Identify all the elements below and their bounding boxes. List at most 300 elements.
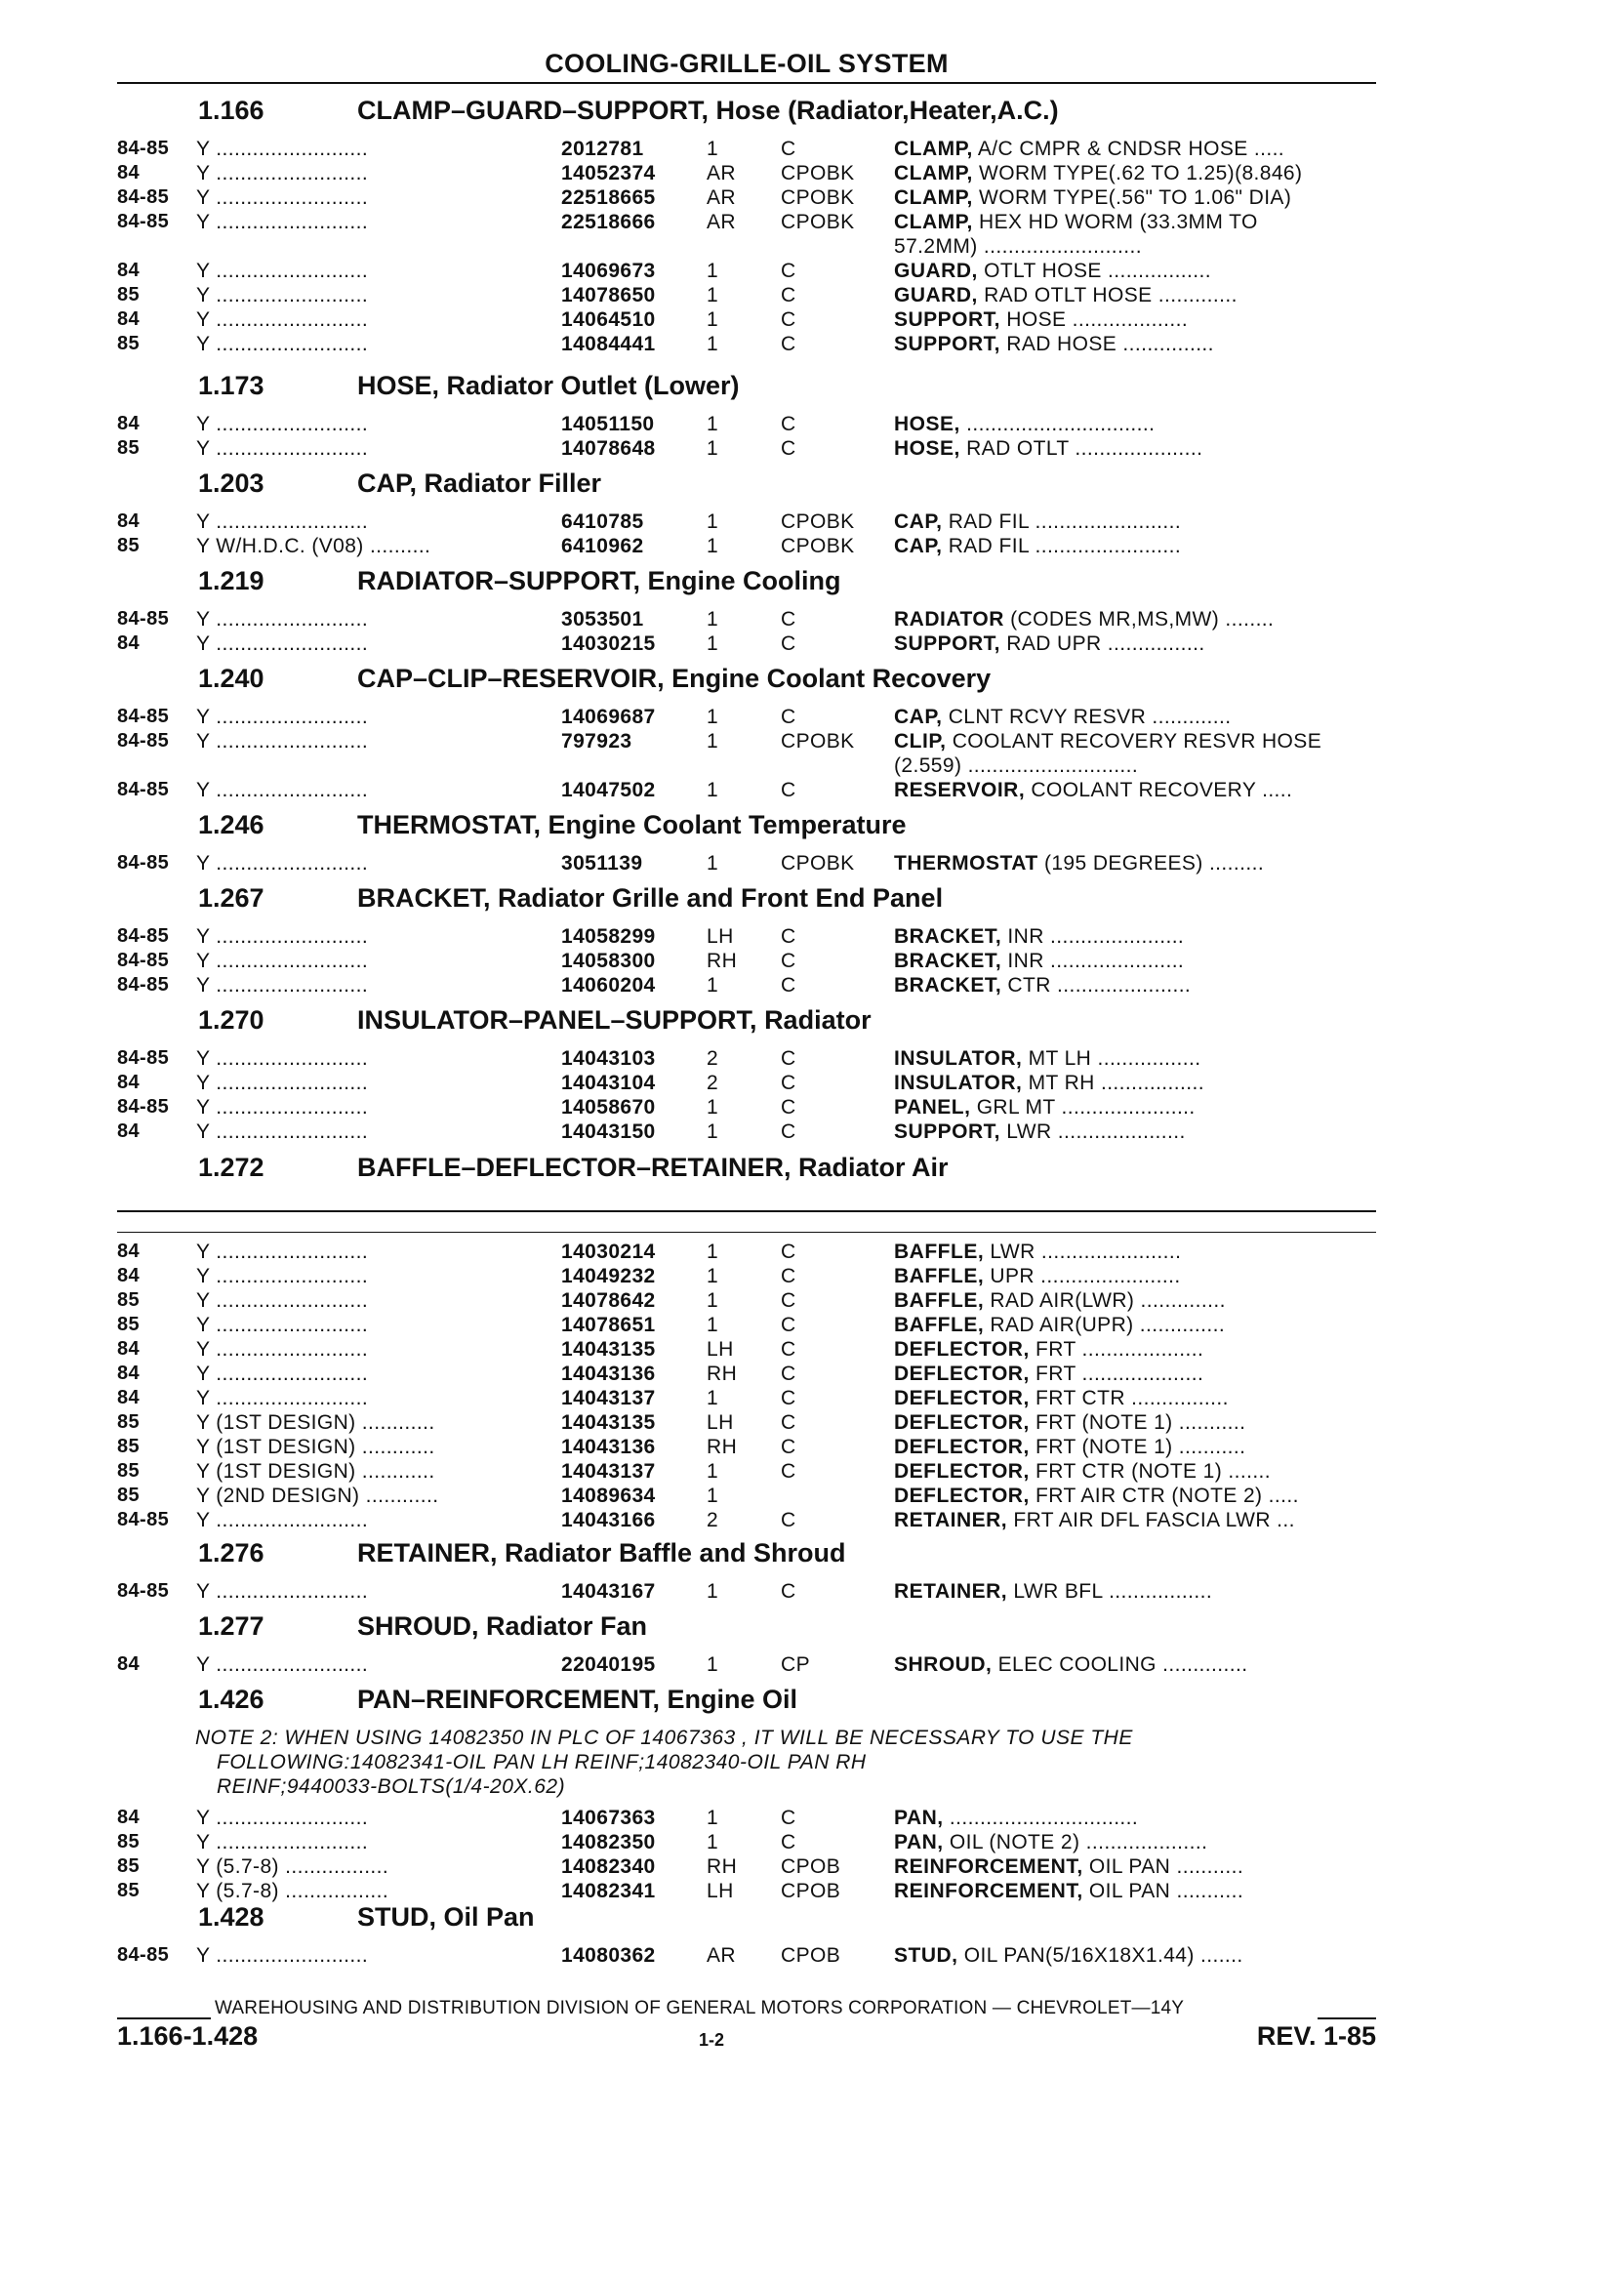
section-number: 1.166 xyxy=(198,96,264,125)
quantity: 2 xyxy=(707,1047,719,1070)
source-code: CP xyxy=(781,1653,810,1676)
description-noun: CLAMP, xyxy=(894,186,973,209)
part-number: 14082341 xyxy=(561,1880,656,1902)
usage: Y ......................... xyxy=(196,308,369,331)
quantity: 1 xyxy=(707,1580,719,1603)
part-number: 14043137 xyxy=(561,1387,656,1409)
description-text: OIL PAN ........... xyxy=(1082,1880,1244,1902)
part-row xyxy=(117,1362,1376,1386)
description-noun: STUD, xyxy=(894,1944,958,1967)
usage: Y ......................... xyxy=(196,437,369,460)
description xyxy=(894,1386,1376,1410)
source-code: CPOBK xyxy=(781,852,855,875)
description-text: FRT AIR CTR (NOTE 2) ..... xyxy=(1029,1485,1299,1507)
description-text: ............................... xyxy=(943,1807,1139,1829)
usage: Y ......................... xyxy=(196,1241,369,1263)
part-number: 14043167 xyxy=(561,1580,656,1603)
description xyxy=(894,1435,1376,1459)
model-year: 85 xyxy=(117,1314,141,1335)
description-text: MT LH ................. xyxy=(1022,1047,1201,1070)
quantity: 1 xyxy=(707,632,719,655)
section-title: RETAINER, Radiator Baffle and Shroud xyxy=(357,1538,846,1568)
footer-page-number: 1-2 xyxy=(699,2030,725,2050)
description-noun: DEFLECTOR, xyxy=(894,1436,1030,1458)
section-number: 1.173 xyxy=(198,371,264,400)
description xyxy=(894,1240,1376,1264)
source-code: C xyxy=(781,1338,796,1361)
section-number: 1.219 xyxy=(198,566,264,595)
part-number: 22518666 xyxy=(561,211,656,233)
usage: Y (1ST DESIGN) ............ xyxy=(196,1411,435,1434)
model-year: 84-85 xyxy=(117,706,170,727)
source-code: C xyxy=(781,608,796,631)
part-row xyxy=(117,1095,1376,1120)
usage: Y ......................... xyxy=(196,950,369,972)
section-title: STUD, Oil Pan xyxy=(357,1902,535,1932)
description-noun: SHROUD, xyxy=(894,1653,993,1676)
part-row xyxy=(117,137,1376,161)
description-noun: RETAINER, xyxy=(894,1509,1008,1531)
part-row xyxy=(117,534,1376,558)
source-code: C xyxy=(781,1807,796,1829)
model-year: 84-85 xyxy=(117,950,170,971)
part-row xyxy=(117,1386,1376,1410)
description-text: (195 DEGREES) ......... xyxy=(1037,852,1265,875)
model-year: 84-85 xyxy=(117,211,170,232)
section-number: 1.267 xyxy=(198,883,264,913)
part-row xyxy=(117,307,1376,332)
source-code: C xyxy=(781,1411,796,1434)
part-number: 14078651 xyxy=(561,1314,656,1336)
model-year: 85 xyxy=(117,1485,141,1506)
section-note-line: FOLLOWING:14082341-OIL PAN LH REINF;14082340-OIL PAN RH xyxy=(217,1751,867,1773)
usage: Y ......................... xyxy=(196,284,369,306)
description-noun: REINFORCEMENT, xyxy=(894,1855,1083,1878)
part-row xyxy=(117,1459,1376,1484)
model-year: 85 xyxy=(117,535,141,556)
source-code: C xyxy=(781,632,796,655)
part-row xyxy=(117,973,1376,998)
description-noun: DEFLECTOR, xyxy=(894,1460,1030,1483)
description-text: ............................... xyxy=(959,413,1156,435)
section-number: 1.276 xyxy=(198,1538,264,1568)
description xyxy=(894,949,1376,973)
source-code: CPOBK xyxy=(781,535,855,557)
usage: Y (5.7-8) ................. xyxy=(196,1855,389,1878)
section-break-rule xyxy=(117,1210,1376,1212)
quantity: LH xyxy=(707,925,734,948)
part-row xyxy=(117,1579,1376,1604)
section-title: RADIATOR–SUPPORT, Engine Cooling xyxy=(357,566,841,595)
part-number: 14084441 xyxy=(561,333,656,355)
part-number: 14043103 xyxy=(561,1047,656,1070)
usage: Y ......................... xyxy=(196,852,369,875)
part-row xyxy=(117,210,1376,234)
description-text: A/C CMPR & CNDSR HOSE ..... xyxy=(972,138,1285,160)
source-code: C xyxy=(781,284,796,306)
source-code: C xyxy=(781,1289,796,1312)
description-noun: BAFFLE, xyxy=(894,1241,985,1263)
quantity: RH xyxy=(707,1363,738,1385)
description xyxy=(894,185,1376,210)
description xyxy=(894,1120,1376,1144)
part-row xyxy=(117,436,1376,461)
quantity: AR xyxy=(707,186,736,209)
usage: Y ......................... xyxy=(196,974,369,997)
description-noun: CLAMP, xyxy=(894,138,973,160)
part-row xyxy=(117,1288,1376,1313)
section-note-line: NOTE 2: WHEN USING 14082350 IN PLC OF 14067363 , IT WILL BE NECESSARY TO USE THE xyxy=(195,1727,1133,1749)
quantity: 1 xyxy=(707,1807,719,1829)
quantity: 2 xyxy=(707,1509,719,1531)
description xyxy=(894,607,1376,631)
description xyxy=(894,161,1376,185)
source-code: C xyxy=(781,333,796,355)
source-code: CPOB xyxy=(781,1855,841,1878)
description xyxy=(894,851,1376,875)
part-row xyxy=(117,332,1376,356)
quantity: 1 xyxy=(707,1120,719,1143)
part-number: 14052374 xyxy=(561,162,656,184)
section-title: SHROUD, Radiator Fan xyxy=(357,1611,648,1641)
description-noun: CLAMP, xyxy=(894,211,973,233)
usage: Y ......................... xyxy=(196,706,369,728)
part-number: 14082350 xyxy=(561,1831,656,1853)
description-text: OTLT HOSE ................. xyxy=(977,260,1211,282)
usage: Y ......................... xyxy=(196,1289,369,1312)
usage: Y ......................... xyxy=(196,1363,369,1385)
description-noun: BAFFLE, xyxy=(894,1289,985,1312)
quantity: 1 xyxy=(707,308,719,331)
source-code: CPOBK xyxy=(781,510,855,533)
description-text: COOLANT RECOVERY RESVR HOSE xyxy=(946,730,1322,753)
part-number: 14058300 xyxy=(561,950,656,972)
model-year: 84-85 xyxy=(117,1509,170,1530)
usage: Y ......................... xyxy=(196,1072,369,1094)
quantity: 1 xyxy=(707,1289,719,1312)
description xyxy=(894,210,1376,234)
model-year: 85 xyxy=(117,1411,141,1433)
description xyxy=(894,1095,1376,1120)
source-code: C xyxy=(781,1072,796,1094)
source-code: CPOBK xyxy=(781,730,855,753)
description xyxy=(894,1337,1376,1362)
source-code: C xyxy=(781,260,796,282)
part-row xyxy=(117,1313,1376,1337)
part-row xyxy=(117,778,1376,802)
description-noun: GUARD, xyxy=(894,260,978,282)
model-year: 84-85 xyxy=(117,1047,170,1069)
usage: Y ......................... xyxy=(196,1580,369,1603)
usage: Y ......................... xyxy=(196,608,369,631)
model-year: 84 xyxy=(117,1807,141,1828)
footer-division xyxy=(117,1996,1376,2021)
source-code: CPOBK xyxy=(781,162,855,184)
quantity: 1 xyxy=(707,1314,719,1336)
model-year: 84 xyxy=(117,260,141,281)
usage: Y (1ST DESIGN) ............ xyxy=(196,1436,435,1458)
source-code: C xyxy=(781,706,796,728)
usage: Y ......................... xyxy=(196,1314,369,1336)
description-noun: CLIP, xyxy=(894,730,947,753)
model-year: 84-85 xyxy=(117,852,170,874)
description-noun: BRACKET, xyxy=(894,925,1002,948)
description-noun: DEFLECTOR, xyxy=(894,1387,1030,1409)
part-number: 14043135 xyxy=(561,1411,656,1434)
usage: Y (2ND DESIGN) ............ xyxy=(196,1485,439,1507)
part-row xyxy=(117,753,1376,778)
quantity: 1 xyxy=(707,1387,719,1409)
description-text: INR ...................... xyxy=(1001,925,1185,948)
source-code: C xyxy=(781,138,796,160)
section-note-line: REINF;9440033-BOLTS(1/4-20X.62) xyxy=(217,1775,566,1798)
usage: Y ......................... xyxy=(196,260,369,282)
part-number: 14030214 xyxy=(561,1241,656,1263)
part-row xyxy=(117,851,1376,875)
section-title: BAFFLE–DEFLECTOR–RETAINER, Radiator Air xyxy=(357,1153,949,1182)
quantity: 1 xyxy=(707,852,719,875)
part-row xyxy=(117,509,1376,534)
model-year: 84 xyxy=(117,510,141,532)
section-number: 1.203 xyxy=(198,468,264,498)
part-number: 14082340 xyxy=(561,1855,656,1878)
quantity: 1 xyxy=(707,260,719,282)
usage: Y (5.7-8) ................. xyxy=(196,1880,389,1902)
description xyxy=(894,1943,1376,1968)
usage: Y ......................... xyxy=(196,1387,369,1409)
part-row xyxy=(117,1508,1376,1532)
model-year: 85 xyxy=(117,1831,141,1852)
source-code: CPOB xyxy=(781,1944,841,1967)
section-title: PAN–REINFORCEMENT, Engine Oil xyxy=(357,1685,798,1714)
quantity: 1 xyxy=(707,730,719,753)
description-noun: INSULATOR, xyxy=(894,1047,1023,1070)
description-text: CTR ...................... xyxy=(1001,974,1192,997)
part-number: 14058670 xyxy=(561,1096,656,1119)
description xyxy=(894,1830,1376,1854)
description xyxy=(894,283,1376,307)
description-noun: RETAINER, xyxy=(894,1580,1008,1603)
description-text: WORM TYPE(.56" TO 1.06" DIA) xyxy=(972,186,1292,209)
model-year: 84 xyxy=(117,1387,141,1408)
section-title: CAP, Radiator Filler xyxy=(357,468,602,498)
part-number: 2012781 xyxy=(561,138,644,160)
part-number: 14043104 xyxy=(561,1072,656,1094)
quantity: 1 xyxy=(707,1653,719,1676)
part-number: 3053501 xyxy=(561,608,644,631)
quantity: 1 xyxy=(707,608,719,631)
description xyxy=(894,631,1376,656)
description-noun: PAN, xyxy=(894,1831,944,1853)
part-row xyxy=(117,1120,1376,1144)
description-noun: CAP, xyxy=(894,535,943,557)
part-number: 14067363 xyxy=(561,1807,656,1829)
quantity: 1 xyxy=(707,1265,719,1287)
description-noun: SUPPORT, xyxy=(894,333,1001,355)
model-year: 84-85 xyxy=(117,186,170,208)
footer-revision: REV. 1-85 xyxy=(1256,2021,1376,2051)
model-year: 84-85 xyxy=(117,1096,170,1118)
usage: Y ......................... xyxy=(196,925,369,948)
source-code: CPOB xyxy=(781,1880,841,1902)
description-text: RAD FIL ........................ xyxy=(942,535,1182,557)
description xyxy=(894,534,1376,558)
description xyxy=(894,1046,1376,1071)
section-title: INSULATOR–PANEL–SUPPORT, Radiator xyxy=(357,1005,872,1035)
page-title: COOLING-GRILLE-OIL SYSTEM xyxy=(545,49,949,78)
part-row xyxy=(117,631,1376,656)
source-code: CPOBK xyxy=(781,211,855,233)
model-year: 84 xyxy=(117,308,141,330)
source-code: CPOBK xyxy=(781,186,855,209)
quantity: 1 xyxy=(707,413,719,435)
usage: Y ......................... xyxy=(196,1509,369,1531)
description-noun: SUPPORT, xyxy=(894,308,1001,331)
description xyxy=(894,1362,1376,1386)
model-year: 84 xyxy=(117,1338,141,1360)
description xyxy=(894,1879,1376,1903)
model-year: 84 xyxy=(117,1241,141,1262)
part-number: 14078642 xyxy=(561,1289,656,1312)
quantity: 1 xyxy=(707,333,719,355)
quantity: AR xyxy=(707,1944,736,1967)
description-noun: DEFLECTOR, xyxy=(894,1363,1030,1385)
usage: Y ......................... xyxy=(196,779,369,801)
model-year: 84-85 xyxy=(117,138,170,159)
description-noun: HOSE, xyxy=(894,413,960,435)
description-noun: PANEL, xyxy=(894,1096,971,1119)
part-row xyxy=(117,161,1376,185)
model-year: 84-85 xyxy=(117,1580,170,1602)
model-year: 84 xyxy=(117,413,141,434)
section-number: 1.272 xyxy=(198,1153,264,1182)
description-noun: BRACKET, xyxy=(894,950,1002,972)
description-text: HOSE ................... xyxy=(1000,308,1189,331)
quantity: 1 xyxy=(707,706,719,728)
model-year: 85 xyxy=(117,1289,141,1311)
model-year: 85 xyxy=(117,437,141,459)
description-text: UPR ....................... xyxy=(984,1265,1181,1287)
description xyxy=(894,924,1376,949)
description-text: RAD HOSE ............... xyxy=(1000,333,1214,355)
model-year: 84 xyxy=(117,1363,141,1384)
description-text: RAD OTLT HOSE ............. xyxy=(977,284,1238,306)
description-text: (2.559) ............................ xyxy=(894,754,1139,777)
description-noun: SUPPORT, xyxy=(894,632,1001,655)
footer-section-range: 1.166-1.428 xyxy=(117,2021,259,2051)
part-row xyxy=(117,1410,1376,1435)
part-row xyxy=(117,1484,1376,1508)
usage: Y ......................... xyxy=(196,1120,369,1143)
description-noun: DEFLECTOR, xyxy=(894,1485,1030,1507)
description-noun: BRACKET, xyxy=(894,974,1002,997)
model-year: 84 xyxy=(117,1072,141,1093)
description-noun: REINFORCEMENT, xyxy=(894,1880,1083,1902)
source-code: C xyxy=(781,1241,796,1263)
description-noun: DEFLECTOR, xyxy=(894,1338,1030,1361)
part-row xyxy=(117,1879,1376,1903)
part-row xyxy=(117,607,1376,631)
part-row xyxy=(117,1943,1376,1968)
part-row xyxy=(117,1830,1376,1854)
source-code: C xyxy=(781,1436,796,1458)
part-number: 14069673 xyxy=(561,260,656,282)
description-noun: BAFFLE, xyxy=(894,1265,985,1287)
part-number: 6410962 xyxy=(561,535,644,557)
description-noun: HOSE, xyxy=(894,437,960,460)
part-row xyxy=(117,412,1376,436)
part-row xyxy=(117,234,1376,259)
model-year: 85 xyxy=(117,333,141,354)
description-text: (CODES MR,MS,MW) ........ xyxy=(1003,608,1275,631)
description-text: OIL (NOTE 2) .................... xyxy=(943,1831,1208,1853)
part-number: 22518665 xyxy=(561,186,656,209)
description xyxy=(894,973,1376,998)
source-code: C xyxy=(781,308,796,331)
source-code: C xyxy=(781,1387,796,1409)
part-number: 14078650 xyxy=(561,284,656,306)
usage: Y W/H.D.C. (V08) .......... xyxy=(196,535,431,557)
part-row xyxy=(117,949,1376,973)
part-row xyxy=(117,1435,1376,1459)
usage: Y ......................... xyxy=(196,730,369,753)
section-title: HOSE, Radiator Outlet (Lower) xyxy=(357,371,740,400)
part-row xyxy=(117,1071,1376,1095)
description-noun: CLAMP, xyxy=(894,162,973,184)
description-text: FRT (NOTE 1) ........... xyxy=(1029,1411,1246,1434)
part-number: 14080362 xyxy=(561,1944,656,1967)
source-code: C xyxy=(781,925,796,948)
part-number: 14043166 xyxy=(561,1509,656,1531)
source-code: C xyxy=(781,1047,796,1070)
source-code: C xyxy=(781,974,796,997)
description xyxy=(894,1410,1376,1435)
description xyxy=(894,1579,1376,1604)
source-code: C xyxy=(781,1120,796,1143)
description-noun: CAP, xyxy=(894,510,943,533)
description-text: RAD AIR(LWR) .............. xyxy=(984,1289,1226,1312)
part-number: 14047502 xyxy=(561,779,656,801)
description-text: COOLANT RECOVERY ..... xyxy=(1025,779,1293,801)
section-number: 1.426 xyxy=(198,1685,264,1714)
quantity: AR xyxy=(707,162,736,184)
part-number: 14043136 xyxy=(561,1436,656,1458)
description xyxy=(894,705,1376,729)
description xyxy=(894,332,1376,356)
usage: Y ......................... xyxy=(196,1265,369,1287)
usage: Y ......................... xyxy=(196,1653,369,1676)
source-code: C xyxy=(781,1460,796,1483)
section-number: 1.277 xyxy=(198,1611,264,1641)
source-code: C xyxy=(781,779,796,801)
description xyxy=(894,1313,1376,1337)
part-number: 14030215 xyxy=(561,632,656,655)
section-number: 1.246 xyxy=(198,810,264,839)
part-row xyxy=(117,283,1376,307)
usage: Y ......................... xyxy=(196,510,369,533)
description xyxy=(894,234,1376,259)
quantity: 1 xyxy=(707,974,719,997)
description xyxy=(894,436,1376,461)
description-noun: RADIATOR xyxy=(894,608,1004,631)
description xyxy=(894,307,1376,332)
model-year: 84-85 xyxy=(117,1944,170,1966)
model-year: 84-85 xyxy=(117,608,170,630)
quantity: LH xyxy=(707,1338,734,1361)
usage: Y (1ST DESIGN) ............ xyxy=(196,1460,435,1483)
quantity: 1 xyxy=(707,1460,719,1483)
description-noun: RESERVOIR, xyxy=(894,779,1026,801)
